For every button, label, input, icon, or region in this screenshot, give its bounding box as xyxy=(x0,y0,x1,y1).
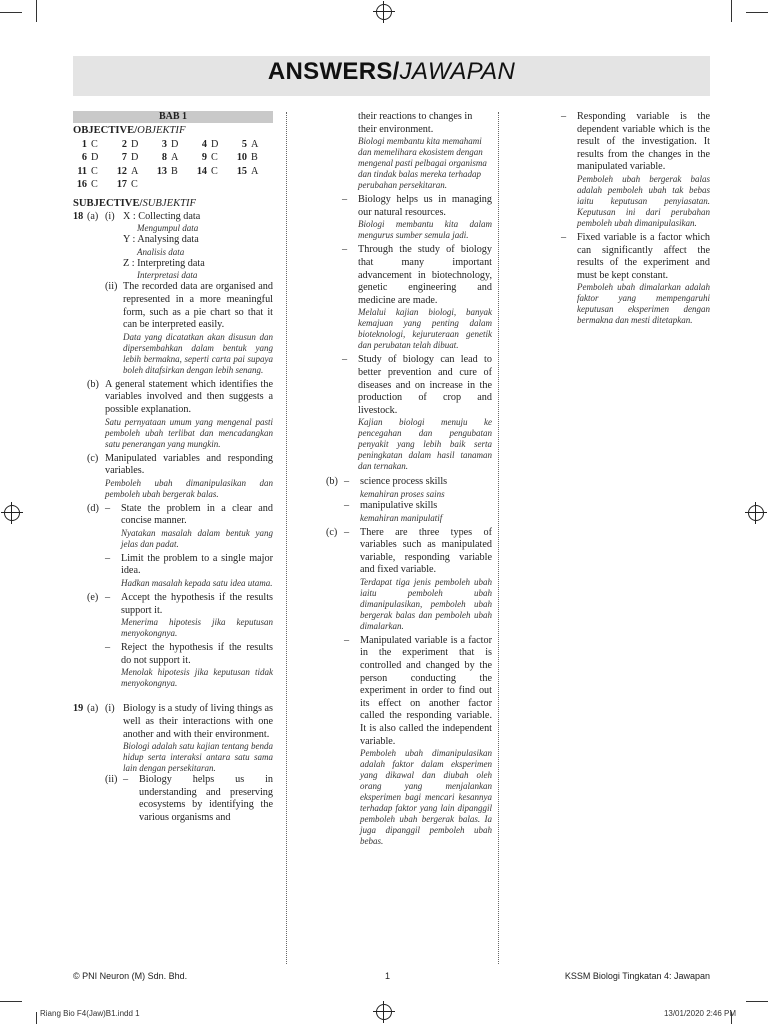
translation: Pemboleh ubah dimalarkan adalah faktor yang mempengaruhi keputusan eksperimen dengan bermakna dan mesti ditetapkan. xyxy=(577,282,710,326)
objective-answer: 7 D xyxy=(121,152,139,164)
translation: Mengumpul data xyxy=(137,223,199,234)
translation: Menerima hipotesis jika keputusan menyokongnya. xyxy=(121,617,273,639)
crop-mark xyxy=(746,1001,768,1002)
q19a-ii-3: – Through the study of biology that many important advancement in biotechnology, genetic engineering and medicine are made. Melalui kajian biologi, banyak kemajuan yang penting dalam bioteknologi, kejuruteraan genetik dan perubatan telah dibuat. xyxy=(342,244,492,351)
translation: kemahiran manipulatif xyxy=(360,512,443,523)
q18a-i-x: 18 (a) (i) X : Collecting data xyxy=(73,210,201,222)
translation: Pemboleh ubah dimanipulasikan adalah faktor dalam eksperimen yang dikawal dan diubah oleh orang yang menjalankan eksperimen bagi mencari kesannya terhadap faktor yang lain dipanggil pemboleh ubah bergerak balas. Ia juga dipanggil pemboleh ubah bebas. xyxy=(360,748,492,847)
q19a-ii-4: – Study of biology can lead to better prevention and cure of diseases and on increase in the production of crop and livestock. Kajian biologi menuju ke pencegahan dan pengubatan penyakit yang lebih baik serta peningkatan dalam hasil tanaman dan ternakan. xyxy=(342,354,492,472)
footer-book-title: KSSM Biologi Tingkatan 4: Jawapan xyxy=(564,971,710,981)
objective-answer: 1 C xyxy=(81,138,98,150)
q19c-2: – Manipulated variable is a factor in the experiment that is controlled and changed by the person conducting the experiment in order to find out its effect on another factor called the responding variable. It is also called the independent variable. Pemboleh ubah dimanipulasikan adalah faktor dalam eksperimen yang dikawal dan diubah oleh orang yang menjalankan eksperimen bagi mencari kesannya terhadap faktor yang lain dipanggil pemboleh ubah bergerak balas. Ia juga dipanggil pemboleh ubah bebas. xyxy=(344,634,492,847)
q19b-2: – manipulative skills kemahiran manipulatif xyxy=(326,500,492,524)
page-number: 1 xyxy=(385,971,391,981)
objective-answer: 6 D xyxy=(81,152,99,164)
q18e-2: – Reject the hypothesis if the results do not support it. Menolak hipotesis jika keputusan tidak menyokongnya. xyxy=(105,642,273,689)
q19a-ii-cont: their reactions to changes in their environment. Biologi membantu kita memahami dan memelihara ekosistem dengan mengenal pasti pelbagai organisma dan tindak balas mereka terhadap perubahan persekitaran. xyxy=(358,111,492,191)
objective-answer: 11 C xyxy=(77,165,98,177)
translation: Nyatakan masalah dalam bentuk yang jelas dan padat. xyxy=(121,527,273,549)
translation: Hadkan masalah kepada satu idea utama. xyxy=(121,578,273,589)
translation: Menolak hipotesis jika keputusan tidak menyokongnya. xyxy=(121,667,273,689)
q19b-1: (b) – science process skills kemahiran proses sains xyxy=(326,476,492,500)
column-1 xyxy=(73,111,273,825)
translation: Data yang dicatatkan akan disusun dan dipersembahkan dalam bentuk yang lebih bermakna, seperti carta pai supaya boleh ditafsirkan dengan lebih senang. xyxy=(123,331,273,375)
crop-mark xyxy=(36,1012,37,1024)
objective-answer: 17 C xyxy=(116,179,138,191)
registration-mark-left xyxy=(4,505,20,521)
q19c-1: (c) – There are three types of variables such as manipulated variable, responding variable and fixed variable. Terdapat tiga jenis pemboleh ubah iaitu pemboleh ubah dimanipulasikan, pemboleh ubah bergerak balas dan pemboleh ubah dimalarkan. xyxy=(326,526,492,631)
q18a-i-y: Y : Analysing data xyxy=(123,234,199,246)
crop-mark xyxy=(36,0,37,22)
objective-heading: OBJECTIVE/OBJEKTIF xyxy=(73,125,186,136)
slug-timestamp: 13/01/2020 2:46 PM xyxy=(663,1009,736,1018)
q19a-ii: (ii) – Biology helps us in understanding and preserving ecosystems by identifying the various organisms and xyxy=(105,774,273,823)
translation: Satu pernyataan umum yang mengenal pasti pemboleh ubah terlibat dan mencadangkan satu penerangan yang mungkin. xyxy=(105,416,273,449)
crop-mark xyxy=(731,0,732,22)
objective-answer: 9 C xyxy=(201,152,218,164)
translation: Biologi membantu kita dalam mengurus sumber semula jadi. xyxy=(358,219,492,241)
subjective-heading: SUBJECTIVE/SUBJEKTIF xyxy=(73,197,197,209)
translation: Biologi adalah satu kajian tentang benda hidup serta interaksi antara satu sama lain dengan persekitaran. xyxy=(123,741,273,774)
q19a-i: 19 (a) (i) Biology is a study of living things as well as their interactions with one another and with their environment. Biologi adalah satu kajian tentang benda hidup serta interaksi antara satu sama lain dengan persekitaran. xyxy=(73,703,273,774)
q19c-4: – Fixed variable is a factor which can significantly affect the results of the experiment and must be kept constant. Pemboleh ubah dimalarkan adalah faktor yang mempengaruhi keputusan eksperimen dengan bermakna dan mesti ditetapkan. xyxy=(561,231,710,326)
q18a-ii: (ii) The recorded data are organised and represented in a more meaningful form, such as a pie chart so that it can be interpreted easily. Data yang dicatatkan akan disusun dan dipersembahkan dalam bentuk yang lebih bermakna, seperti carta pai supaya boleh ditafsirkan dengan lebih senang. xyxy=(105,281,273,375)
q19a-ii-2: – Biology helps us in managing our natural resources. Biologi membantu kita dalam mengurus sumber semula jadi. xyxy=(342,194,492,241)
column-3 xyxy=(561,111,710,326)
objective-answer: 8 A xyxy=(161,152,179,164)
translation: Melalui kajian biologi, banyak kemajuan yang penting dalam bioteknologi, kejuruteraan genetik dan perubatan telah dibuat. xyxy=(358,307,492,351)
objective-answers xyxy=(73,139,273,192)
crop-mark xyxy=(746,12,768,13)
column-divider xyxy=(286,112,287,964)
translation: Analisis data xyxy=(137,246,185,257)
objective-answer: 14 C xyxy=(196,165,218,177)
column-2 xyxy=(326,111,492,847)
q19c-3: – Responding variable is the dependent variable which is the result of the investigation. It results from the changes in the manipulated variable. Pemboleh ubah bergerak balas adalah pemboleh ubah tak bebas iaitu keputusan penyiasatan. Keputusan ini dari perubahan pemboleh ubah dimanipulasikan. xyxy=(561,111,710,228)
objective-answer: 5 A xyxy=(241,138,259,150)
q18a-i-z: Z : Interpreting data xyxy=(123,257,205,269)
translation: Interpretasi data xyxy=(137,270,198,281)
chapter-heading: BAB 1 xyxy=(73,111,273,123)
registration-mark-top xyxy=(376,4,392,20)
translation: Pemboleh ubah bergerak balas adalah pemboleh ubah tak bebas iaitu keputusan penyiasatan. Keputusan ini dari perubahan pemboleh ubah dimanipulasikan. xyxy=(577,173,710,228)
crop-mark xyxy=(0,12,22,13)
registration-mark-bottom xyxy=(376,1004,392,1020)
q18b: (b) A general statement which identifies the variables involved and then suggests a possible explanation. Satu pernyataan umum yang mengenal pasti pemboleh ubah terlibat dan mencadangkan satu penerangan yang mungkin. xyxy=(87,378,273,449)
q18d-1: (d) – State the problem in a clear and concise manner. Nyatakan masalah dalam bentuk yang jelas dan padat. xyxy=(87,502,273,549)
objective-answer: 16 C xyxy=(76,179,98,191)
objective-answer: 3 D xyxy=(161,138,179,150)
objective-answer: 10 B xyxy=(236,152,258,164)
column-divider xyxy=(498,112,499,964)
translation: Biologi membantu kita memahami dan memelihara ekosistem dengan mengenal pasti pelbagai organisma dan tindak balas mereka terhadap perubahan persekitaran. xyxy=(358,136,487,191)
translation: Pemboleh ubah dimanipulasikan dan pemboleh ubah bergerak balas. xyxy=(105,477,273,499)
q18e-1: (e) – Accept the hypothesis if the results support it. Menerima hipotesis jika keputusan menyokongnya. xyxy=(87,592,273,639)
objective-answer: 13 B xyxy=(156,165,178,177)
objective-answer: 12 A xyxy=(116,165,139,177)
objective-answer: 15 A xyxy=(236,165,259,177)
crop-mark xyxy=(0,1001,22,1002)
q18c: (c) Manipulated variables and responding variables. Pemboleh ubah dimanipulasikan dan pemboleh ubah bergerak balas. xyxy=(87,452,273,499)
translation: Terdapat tiga jenis pemboleh ubah iaitu pemboleh ubah dimanipulasikan, pemboleh ubah bergerak balas dan pemboleh ubah dimalarkan. xyxy=(360,576,492,631)
objective-answer: 2 D xyxy=(121,138,139,150)
slug-filename: Riang Bio F4(Jaw)B1.indd 1 xyxy=(40,1009,140,1018)
page-title: ANSWERS/JAWAPAN xyxy=(267,58,516,85)
objective-answer: 4 D xyxy=(201,138,219,150)
translation: Kajian biologi menuju ke pencegahan dan pengubatan penyakit yang lebih baik serta peningkatan dalam hasil tanaman dan ternakan. xyxy=(358,417,492,472)
footer-copyright: © PNI Neuron (M) Sdn. Bhd. xyxy=(73,971,188,981)
translation: kemahiran proses sains xyxy=(360,488,445,499)
registration-mark-right xyxy=(748,505,764,521)
q18d-2: – Limit the problem to a single major idea. Hadkan masalah kepada satu idea utama. xyxy=(105,552,273,589)
